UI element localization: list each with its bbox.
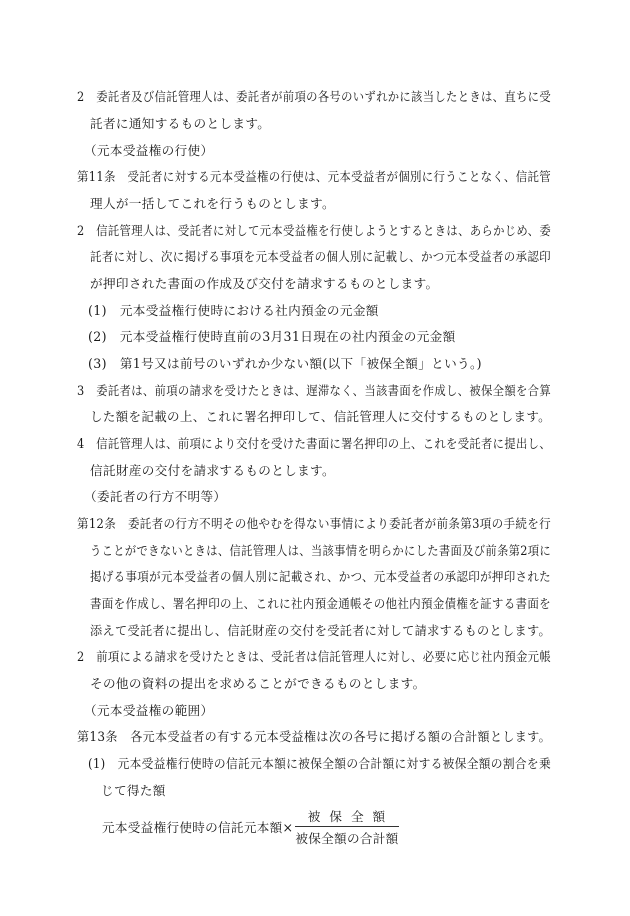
- text-line: 理人が一括してこれを行うものとします。: [90, 196, 335, 211]
- text-line: その他の資料の提出を求めることができるものとします。: [90, 676, 426, 691]
- text-line: 2 信託管理人は、受託者に対して元本受益権を行使しようとするときは、あらかじめ、委: [77, 223, 551, 238]
- text-line: 第11条 受託者に対する元本受益権の行使は、元本受益者が個別に行うことなく、信託管: [77, 169, 551, 184]
- formula-denominator: 被保全額の合計額: [295, 830, 399, 846]
- text-line: (1) 元本受益権行使時における社内預金の元金額: [88, 303, 379, 318]
- formula-numerator: 被保全額: [307, 808, 395, 824]
- text-line: した額を記載の上、これに署名押印して、信託管理人に交付するものとします。: [90, 409, 551, 424]
- text-line: 信託財産の交付を請求するものとします。: [90, 463, 335, 478]
- text-line: （委託者の行方不明等）: [84, 489, 227, 504]
- formula-lhs: 元本受益権行使時の信託元本額×: [102, 819, 294, 835]
- text-line: （元本受益権の範囲）: [84, 703, 214, 718]
- text-line: 託者に通知するものとします。: [90, 116, 271, 131]
- formula-fraction: [295, 806, 398, 847]
- text-line: じて得た額: [101, 783, 166, 798]
- text-line: 第12条 委託者の行方不明その他やむを得ない事情により委託者が前条第3項の手続を行: [77, 516, 551, 531]
- text-line: 掲げる事項が元本受益者の個人別に記載され、かつ、元本受益者の承認印が押印された: [90, 569, 551, 584]
- formula: [102, 806, 399, 846]
- text-line: が押印された書面の作成及び交付を請求するものとします。: [90, 276, 439, 291]
- text-line: (3) 第1号又は前号のいずれか少ない額(以下「被保全額」という。): [88, 356, 482, 371]
- text-line: 書面を作成し、署名押印の上、これに社内預金通帳その他社内預金債権を証する書面を: [90, 596, 551, 611]
- text-line: 第13条 各元本受益者の有する元本受益権は次の各号に掲げる額の合計額とします。: [77, 729, 551, 744]
- text-line: 2 委託者及び信託管理人は、委託者が前項の各号のいずれかに該当したときは、直ちに受: [77, 89, 551, 104]
- text-line: （元本受益権の行使）: [84, 143, 214, 158]
- text-line: 託者に対し、次に掲げる事項を元本受益者の個人別に記載し、かつ元本受益者の承認印: [90, 249, 551, 264]
- text-line: うことができないときは、信託管理人は、当該事情を明らかにした書面及び前条第2項に: [90, 543, 551, 558]
- text-line: 2 前項による請求を受けたときは、受託者は信託管理人に対し、必要に応じ社内預金元帳: [77, 649, 551, 664]
- text-line: 添えて受託者に提出し、信託財産の交付を受託者に対して請求するものとします。: [90, 623, 551, 638]
- text-line: (2) 元本受益権行使時直前の3月31日現在の社内預金の元金額: [88, 329, 456, 344]
- text-line: (1) 元本受益権行使時の信託元本額に被保全額の合計額に対する被保全額の割合を乗: [88, 756, 551, 771]
- text-line: 3 委託者は、前項の請求を受けたときは、遅滞なく、当該書面を作成し、被保全額を合算: [77, 383, 551, 398]
- text-line: 4 信託管理人は、前項により交付を受けた書面に署名押印の上、これを受託者に提出し、: [77, 436, 551, 451]
